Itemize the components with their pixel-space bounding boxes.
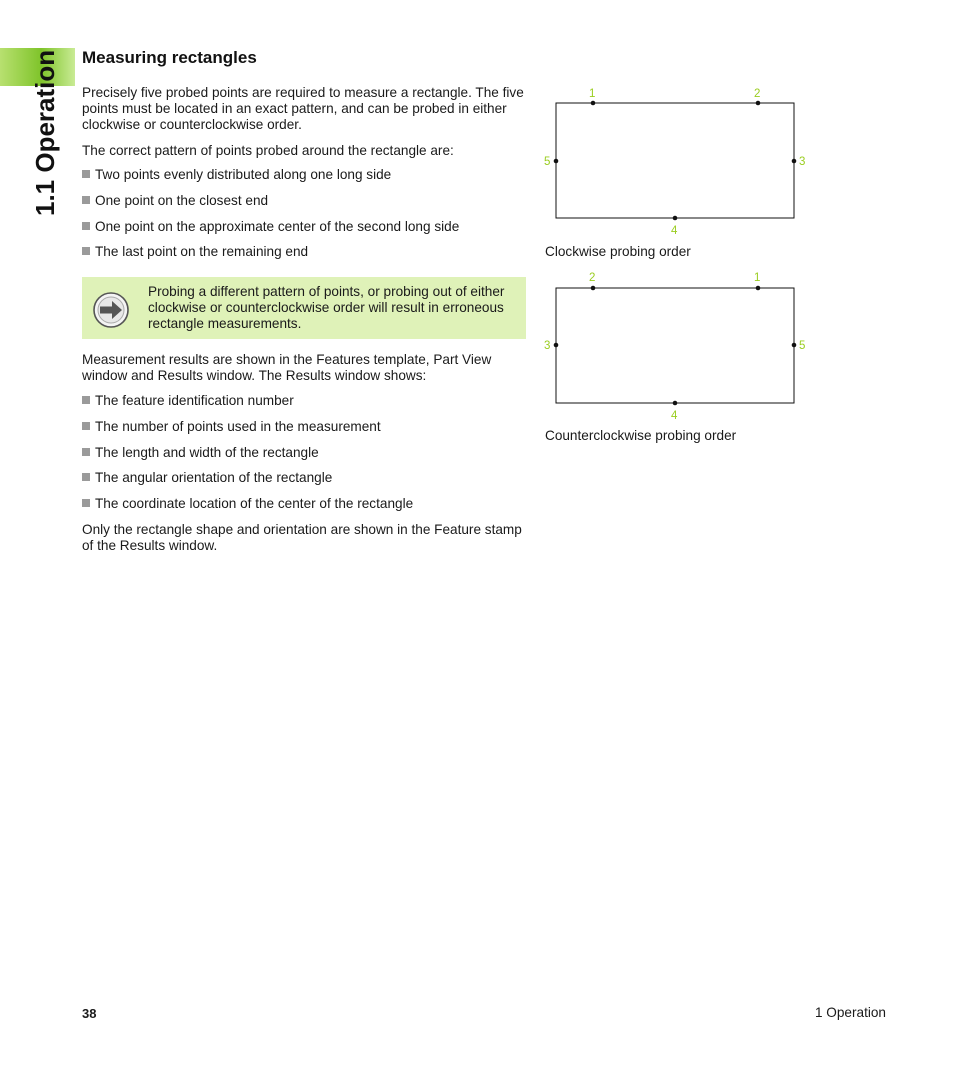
results-intro: Measurement results are shown in the Features template, Part View window and Results window. The Results window shows: <box>82 352 492 384</box>
bullet-square-icon <box>82 396 90 404</box>
probe-point <box>591 286 596 291</box>
pattern-list-item: The last point on the remaining end <box>82 244 522 260</box>
probe-point <box>554 159 559 164</box>
point-label: 2 <box>589 272 596 284</box>
probe-point <box>792 343 797 348</box>
point-label: 2 <box>754 88 761 100</box>
pattern-intro: The correct pattern of points probed around the rectangle are: <box>82 143 454 158</box>
bullet-square-icon <box>82 170 90 178</box>
clockwise-caption: Clockwise probing order <box>545 244 691 259</box>
footer-chapter: 1 Operation <box>814 1005 886 1020</box>
probe-point <box>756 286 761 291</box>
point-label: 3 <box>799 156 806 168</box>
pattern-list-item: Two points evenly distributed along one long side <box>82 167 522 183</box>
results-list-item: The length and width of the rectangle <box>82 445 522 461</box>
page-number: 38 <box>82 1006 97 1021</box>
probe-point <box>591 101 596 106</box>
bullet-square-icon <box>82 448 90 456</box>
point-label: 5 <box>544 156 551 168</box>
bullet-square-icon <box>82 247 90 255</box>
rectangle-outline <box>556 103 794 218</box>
probe-point <box>554 343 559 348</box>
bullet-square-icon <box>82 222 90 230</box>
note-text: Probing a different pattern of points, or probing out of either clockwise or counterclockwise order will result in erroneous rectangle measurements. <box>148 284 505 331</box>
counterclockwise-rectangle-diagram <box>540 270 810 420</box>
chapter-side-title <box>30 48 60 218</box>
point-label: 1 <box>589 88 596 100</box>
section-heading: Measuring rectangles <box>82 48 257 67</box>
bullet-square-icon <box>82 422 90 430</box>
counterclockwise-caption: Counterclockwise probing order <box>545 428 737 443</box>
rectangle-outline <box>556 288 794 403</box>
chapter-side-title-text: 1.1 Operation <box>30 49 60 216</box>
probe-point <box>673 216 678 221</box>
results-list-item: The coordinate location of the center of the rectangle <box>82 496 522 512</box>
results-list-item: The angular orientation of the rectangle <box>82 470 522 486</box>
bullet-square-icon <box>82 196 90 204</box>
bullet-square-icon <box>82 473 90 481</box>
point-label: 4 <box>671 225 678 235</box>
closing-paragraph: Only the rectangle shape and orientation are shown in the Feature stamp of the Results window. <box>82 522 522 554</box>
intro-paragraph: Precisely five probed points are required to measure a rectangle. The five points must be located in an exact pattern, and can be probed in either clockwise or counterclockwise order. <box>82 85 524 133</box>
probe-point <box>792 159 797 164</box>
point-label: 4 <box>671 410 678 420</box>
note-box <box>82 277 526 339</box>
results-list-item: The feature identification number <box>82 393 522 409</box>
arrow-right-icon <box>92 291 130 329</box>
point-label: 5 <box>799 340 806 352</box>
point-label: 1 <box>754 272 761 284</box>
results-list-item: The number of points used in the measurement <box>82 419 522 435</box>
probe-point <box>673 401 678 406</box>
pattern-list-item: One point on the closest end <box>82 193 522 209</box>
bullet-square-icon <box>82 499 90 507</box>
probe-point <box>756 101 761 106</box>
pattern-list-item: One point on the approximate center of the second long side <box>82 219 522 235</box>
clockwise-rectangle-diagram <box>540 85 810 235</box>
point-label: 3 <box>544 340 551 352</box>
